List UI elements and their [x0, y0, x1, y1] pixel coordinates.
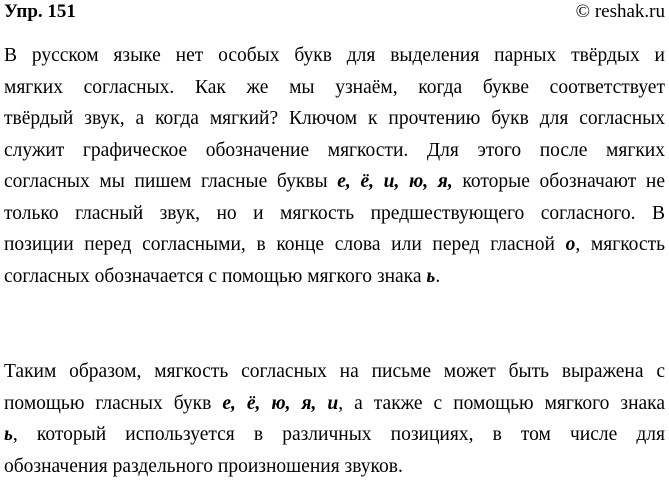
text-line — [4, 135, 665, 167]
emphasized-letters: е, ё, ю, я, и — [222, 392, 339, 414]
text-line — [4, 166, 665, 198]
page-header — [4, 0, 665, 26]
text-line — [4, 72, 665, 104]
text-line — [4, 419, 665, 451]
text-segment: обозначения раздельного произношения звуков. — [4, 455, 403, 477]
text-segment: твёрдый звук, а когда мягкий? Ключом к прочтению букв для согласных — [4, 108, 665, 129]
text-segment: которые обозначают не — [452, 171, 665, 192]
paragraph-2 — [4, 356, 665, 482]
emphasized-letters: ь — [4, 424, 13, 445]
text-segment: согласных мы пишем гласные буквы — [4, 171, 338, 192]
text-line — [4, 451, 665, 483]
text-segment: В русском языке нет особых букв для выделения парных твёрдых и — [4, 45, 665, 66]
text-segment: служит графическое обозначение мягкости. Для этого после мягких — [4, 139, 665, 161]
text-line — [4, 103, 665, 135]
text-line — [4, 229, 665, 261]
text-line — [4, 198, 665, 230]
text-line — [4, 388, 665, 420]
emphasized-letters: е, ё, и, ю, я, — [337, 171, 453, 192]
text-segment: позиции перед согласными, в конце слова или перед гласной — [4, 234, 566, 255]
text-segment: только гласный звук, но и мягкость предшествующего согласного. В — [4, 202, 665, 224]
text-line — [4, 40, 665, 72]
emphasized-letters: ь — [426, 265, 436, 287]
text-segment: мягких согласных. Как же мы узнаём, когда букве соответствует — [4, 76, 665, 98]
text-line — [4, 356, 665, 388]
text-line — [4, 261, 665, 293]
source-credit: © reshak.ru — [575, 1, 665, 22]
text-segment: Таким образом, мягкость согласных на письме может быть выражена с — [4, 361, 665, 382]
paragraph-1 — [4, 40, 665, 292]
text-segment: согласных обозначается с помощью мягкого знака — [4, 265, 427, 287]
exercise-title: Упр. 151 — [4, 1, 76, 22]
text-segment: , мягкость — [575, 234, 665, 255]
text-segment: помощью гласных букв — [4, 392, 223, 414]
text-segment: , который используется в различных позициях, в том числе для — [12, 424, 665, 445]
text-segment: . — [435, 265, 441, 287]
emphasized-letters: о — [565, 234, 576, 255]
text-segment: , а также с помощью мягкого знака — [338, 392, 666, 414]
